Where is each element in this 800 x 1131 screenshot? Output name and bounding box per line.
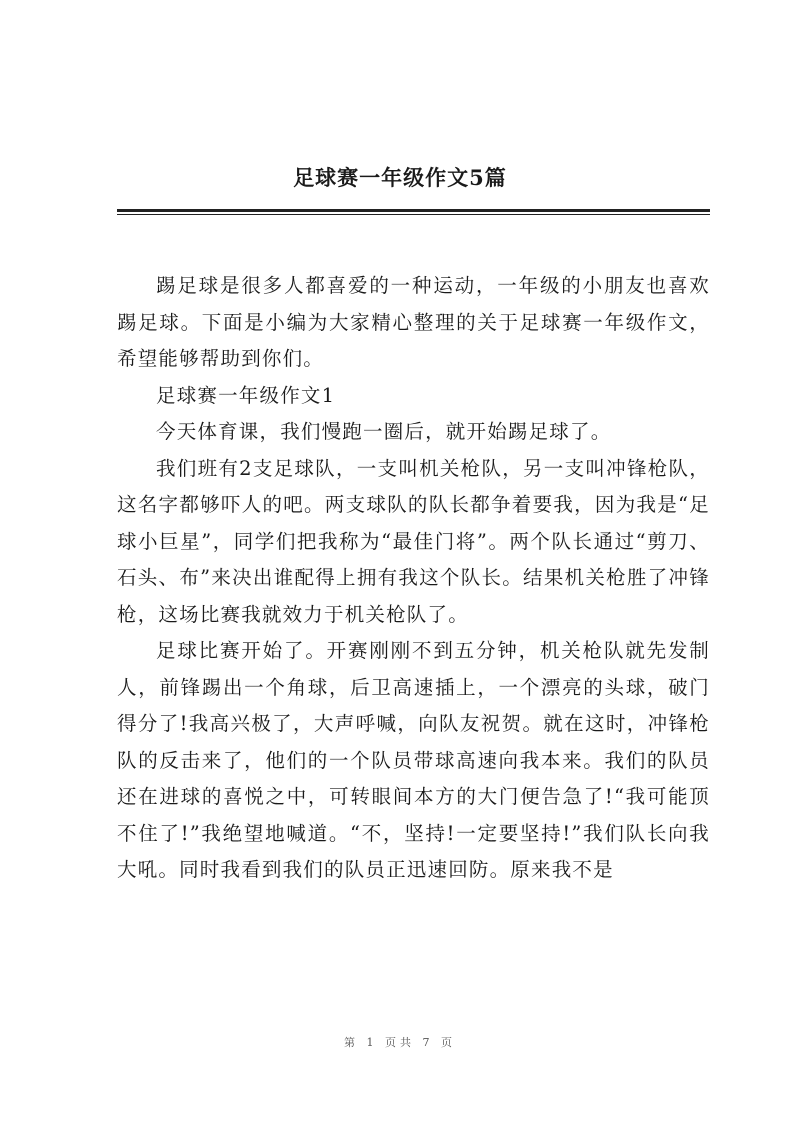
- body-paragraph: 我们班有2支足球队，一支叫机关枪队，另一支叫冲锋枪队，这名字都够吓人的吧。两支球队的队长都争着要我，因为我是“足球小巨星”，同学们把我称为“最佳门将”。两个队长通过“剪刀、石头、布”来决出谁配得上拥有我这个队长。结果机关枪胜了冲锋枪，这场比赛我就效力于机关枪队了。: [117, 456, 710, 626]
- section-heading: 足球赛一年级作文1: [156, 383, 336, 407]
- document-body: [117, 268, 710, 889]
- body-paragraph: 足球比赛开始了。开赛刚刚不到五分钟，机关枪队就先发制人，前锋踢出一个角球，后卫高速插上，一个漂亮的头球，破门得分了!我高兴极了，大声呼喊，向队友祝贺。就在这时，冲锋枪队的反击来了，他们的一个队员带球高速向我本来。我们的队员还在进球的喜悦之中，可转眼间本方的大门便告急了!“我可能顶不住了!”我绝望地喊道。“不，坚持!一定要坚持!”我们队长向我大吼。同时我看到我们的队员正迅速回防。原来我不是: [117, 639, 710, 881]
- page-number-footer: 第 1 页共 7 页: [344, 1036, 456, 1049]
- intro-paragraph: 踢足球是很多人都喜爱的一种运动，一年级的小朋友也喜欢踢足球。下面是小编为大家精心整理的关于足球赛一年级作文，希望能够帮助到你们。: [117, 274, 710, 370]
- page-title: 足球赛一年级作文5篇: [293, 165, 507, 190]
- title-divider: [117, 209, 710, 212]
- body-paragraph: 今天体育课，我们慢跑一圈后，就开始踢足球了。: [156, 420, 612, 443]
